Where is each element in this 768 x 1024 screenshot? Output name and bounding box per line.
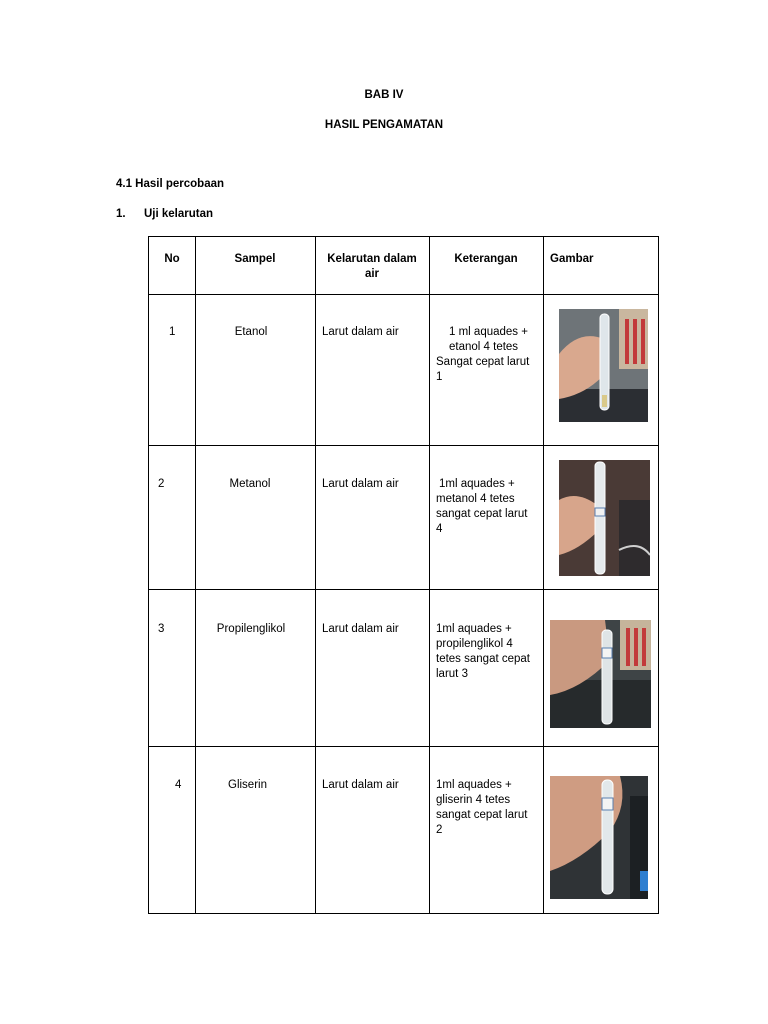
table-column-divider [543, 236, 544, 914]
row-solubility: Larut dalam air [322, 779, 399, 791]
row-note-line: metanol 4 tetes [436, 493, 515, 505]
row-note-line: tetes sangat cepat [436, 653, 530, 665]
row-note-line: gliserin 4 tetes [436, 794, 511, 806]
row-sample: Etanol [234, 326, 268, 338]
row-note-line: propilenglikol 4 [436, 638, 513, 650]
row-note-line: Sangat cepat larut [436, 356, 530, 368]
header-solubility: Kelarutan dalam [327, 253, 417, 265]
row-note-line: 2 [436, 824, 443, 836]
subsection-heading: Uji kelarutan [144, 208, 214, 220]
table-border-right [658, 236, 659, 914]
row-solubility: Larut dalam air [322, 623, 399, 635]
test-tube-photo-icon [550, 776, 648, 899]
header-sample: Sampel [234, 253, 276, 265]
test-tube-photo-icon [559, 309, 648, 422]
test-tube-photo-icon [550, 620, 651, 728]
page-title: HASIL PENGAMATAN [324, 119, 444, 131]
table-column-divider [315, 236, 316, 914]
row-solubility: Larut dalam air [322, 478, 399, 490]
row-note-line: sangat cepat larut [436, 508, 528, 520]
row-sample: Gliserin [228, 779, 267, 791]
header-no: No [164, 253, 180, 265]
test-tube-photo-icon [559, 460, 650, 576]
header-image: Gambar [550, 253, 594, 265]
row-note-line: 4 [436, 523, 443, 535]
header-solubility-2: air [364, 268, 380, 280]
row-note-line: etanol 4 tetes [449, 341, 519, 353]
row-no: 3 [158, 623, 165, 635]
row-note-line: 1 [436, 371, 443, 383]
table-divider [148, 746, 659, 747]
table-column-divider [429, 236, 430, 914]
header-note: Keterangan [454, 253, 518, 265]
table-divider [148, 294, 659, 295]
row-solubility: Larut dalam air [322, 326, 399, 338]
table-border-top [148, 236, 659, 237]
row-sample: Metanol [229, 478, 271, 490]
row-no: 4 [175, 779, 182, 791]
table-border-bottom [148, 913, 659, 914]
row-note-line: sangat cepat larut [436, 809, 528, 821]
row-note-line: 1 ml aquades + [449, 326, 528, 338]
section-heading: 4.1 Hasil percobaan [116, 178, 225, 190]
table-divider [148, 445, 659, 446]
row-no: 2 [158, 478, 165, 490]
row-no: 1 [169, 326, 176, 338]
chapter-heading: BAB IV [364, 89, 404, 101]
row-note-line: larut 3 [436, 668, 468, 680]
row-sample: Propilenglikol [216, 623, 286, 635]
subsection-number: 1. [116, 208, 126, 220]
table-border-left [148, 236, 149, 914]
row-note-line: 1ml aquades + [436, 779, 512, 791]
row-note-line: 1ml aquades + [439, 478, 515, 490]
table-divider [148, 589, 659, 590]
row-note-line: 1ml aquades + [436, 623, 512, 635]
